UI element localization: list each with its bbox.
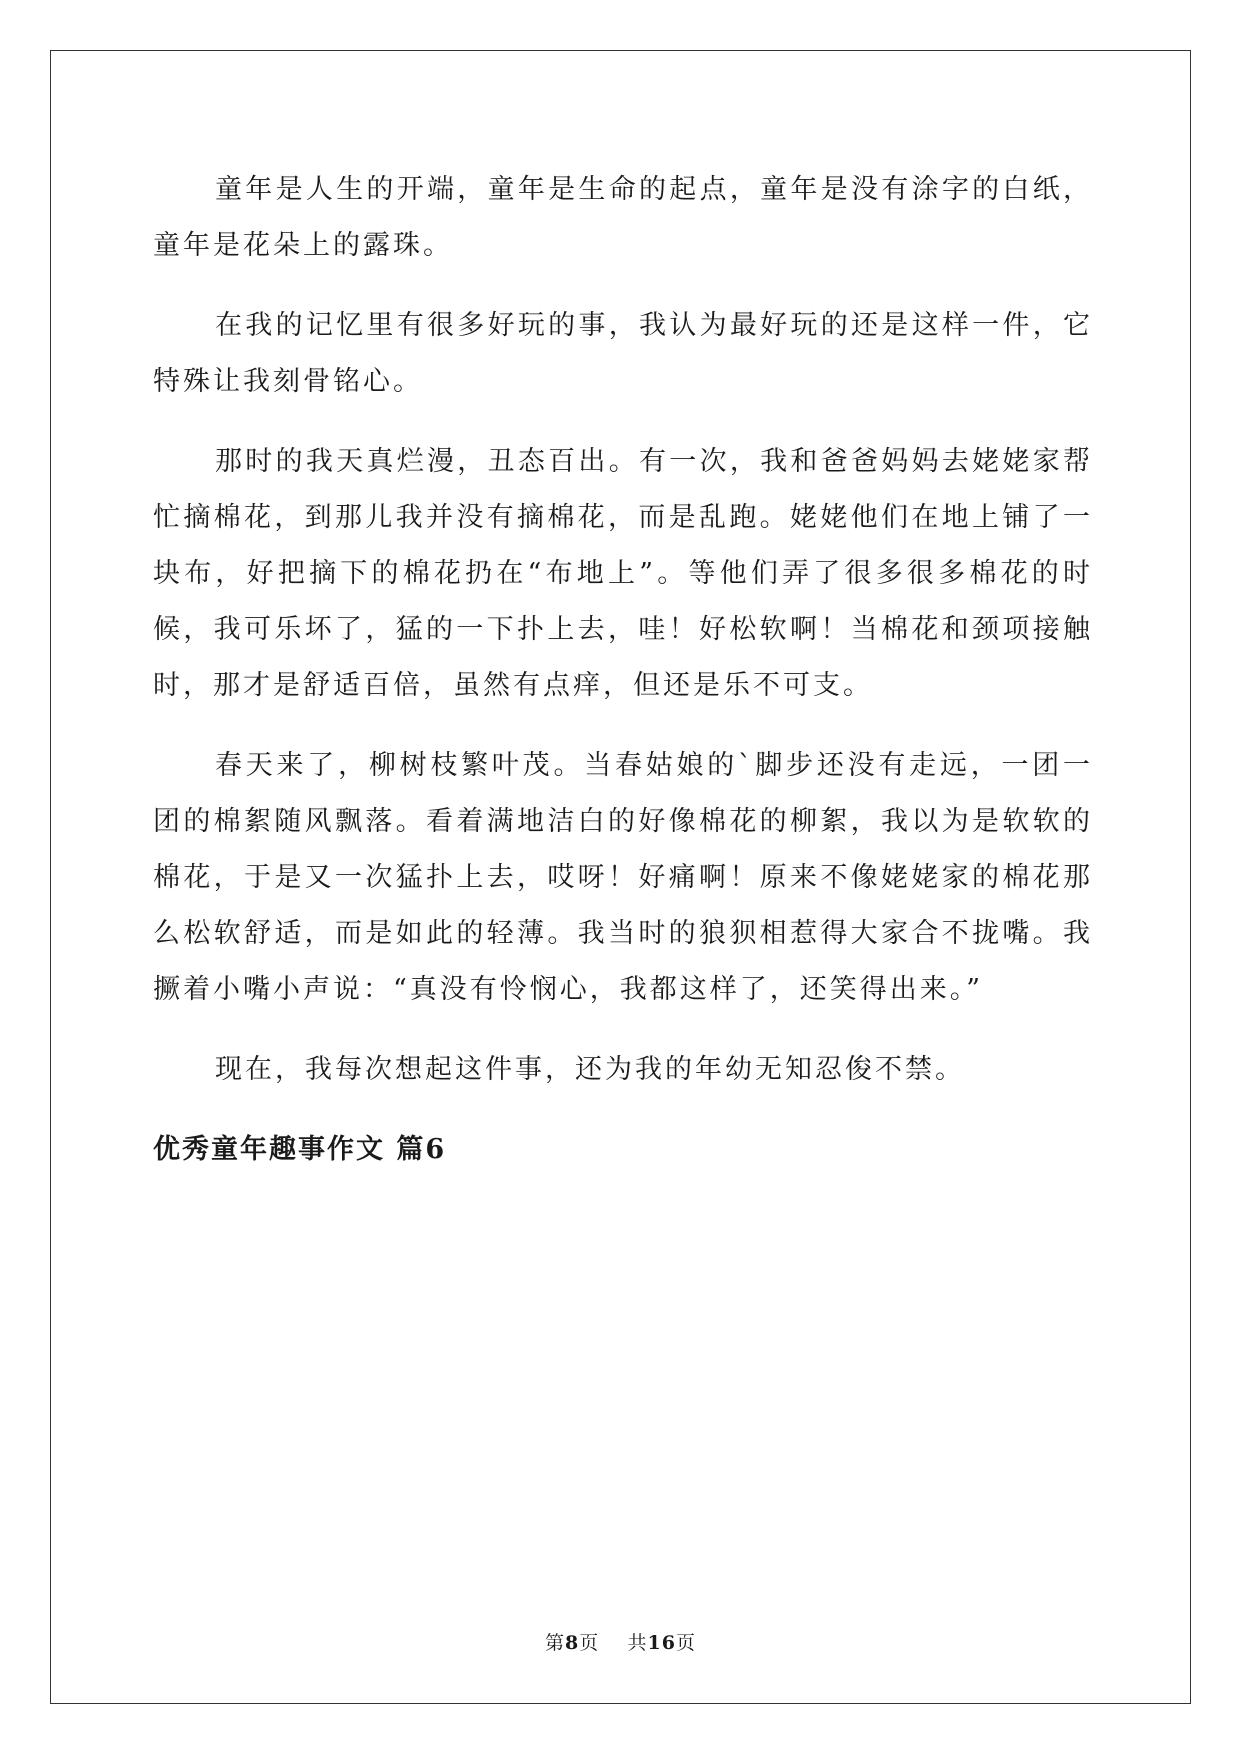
total-prefix: 共 <box>627 1632 648 1654</box>
paragraph: 童年是人生的开端，童年是生命的起点，童年是没有涂字的白纸，童年是花朵上的露珠。 <box>153 174 1093 261</box>
page-total: 16 <box>647 1632 676 1654</box>
page-prefix: 第 <box>545 1632 566 1654</box>
paragraph: 现在，我每次想起这件事，还为我的年幼无知忍俊不禁。 <box>215 1054 965 1085</box>
page-footer <box>0 1628 1241 1655</box>
total-unit: 页 <box>675 1632 696 1654</box>
section-heading: 优秀童年趣事作文 篇6 <box>153 1134 447 1165</box>
paragraph: 春天来了，柳树枝繁叶茂。当春姑娘的`脚步还没有走远，一团一团的棉絮随风飘落。看着满地洁白的好像棉花的柳絮，我以为是软软的棉花，于是又一次猛扑上去，哎呀！好痛啊！原来不像姥姥家的棉花那么松软舒适，而是如此的轻薄。我当时的狼狈相惹得大家合不拢嘴。我撅着小嘴小声说：“真没有怜悯心，我都这样了，还笑得出来。” <box>153 750 1093 1005</box>
paragraph: 那时的我天真烂漫，丑态百出。有一次，我和爸爸妈妈去姥姥家帮忙摘棉花，到那儿我并没有摘棉花，而是乱跑。姥姥他们在地上铺了一块布，好把摘下的棉花扔在“布地上”。等他们弄了很多很多棉花的时候，我可乐坏了，猛的一下扑上去，哇！好松软啊！当棉花和颈项接触时，那才是舒适百倍，虽然有点痒，但还是乐不可支。 <box>153 446 1093 701</box>
page-unit: 页 <box>579 1632 600 1654</box>
paragraph: 在我的记忆里有很多好玩的事，我认为最好玩的还是这样一件，它特殊让我刻骨铭心。 <box>153 310 1093 397</box>
document-body <box>153 162 1093 1178</box>
page-current: 8 <box>565 1632 580 1654</box>
